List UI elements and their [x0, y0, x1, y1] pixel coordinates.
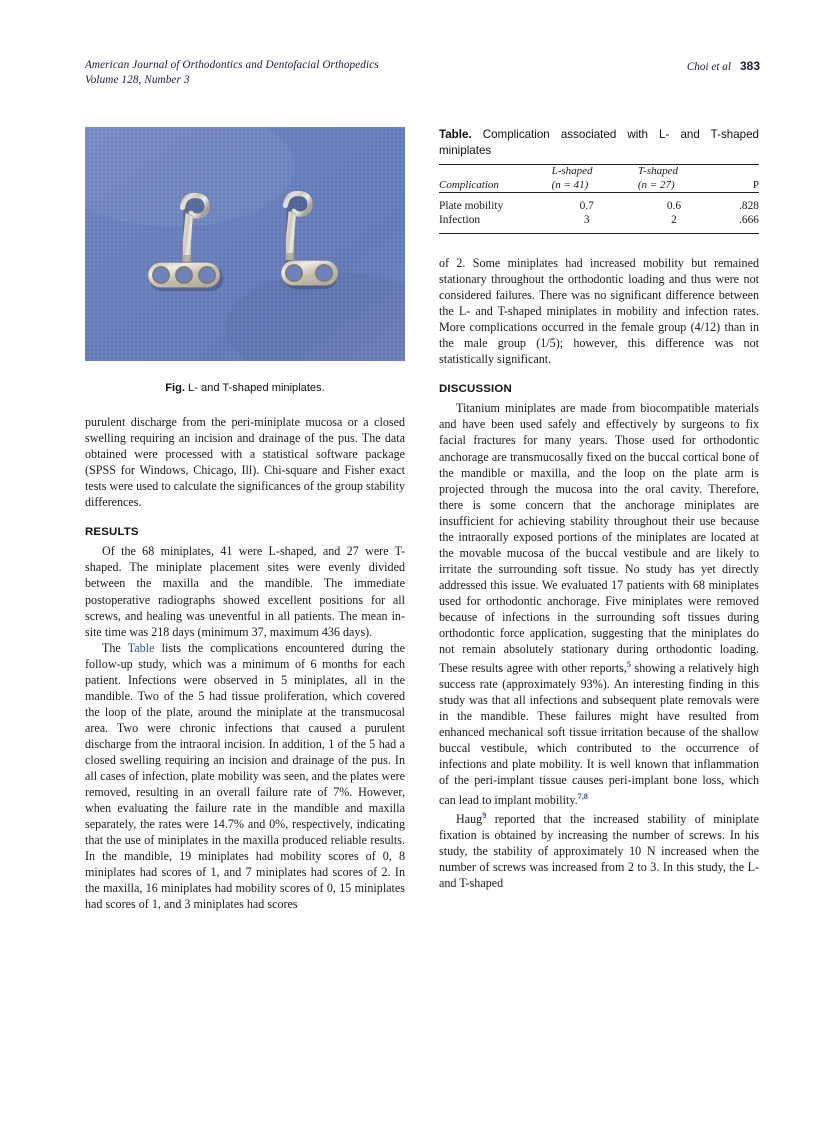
- table-row: [439, 213, 759, 234]
- left-column: [85, 127, 405, 912]
- results-2-post: lists the complications encountered during the follow-up study, which was a minimum of 6 months for each patient. Infections were observed in 5 miniplates, all in the mandible. Two of the 5 had tissue proliferation, which covered the loop of the plate, around the miniplate at the transmucosal area. Two were chronic infections that caused a purulent discharge from the intraoral incision. In addition, 1 of the 5 had a closed swelling requiring an incision and drainage of the pus. In all cases of infection, plate mobility was seen, and the plates were removed, resulting in an overall failure rate of 7%. However, when evaluating the failure rate in the mandible and maxilla separately, the rates were 14.7% and 0%, respectively, indicating that the use of miniplates in the maxilla produced reliable results. In the mandible, 19 miniplates had mobility scores of 0, 8 miniplates had scores of 1, and 7 miniplates had scores of 2. In the maxilla, 16 miniplates had mobility scores of 0, 15 miniplates had scores of 1, and 3 miniplates had scores: [85, 640, 405, 912]
- citation-ref-7-8[interactable]: 7,8: [577, 791, 588, 801]
- paragraph-discussion-2: [439, 808, 759, 891]
- table-col-t-shaped: [628, 165, 714, 193]
- table-header-row: [439, 165, 759, 193]
- running-head-page: [687, 58, 760, 75]
- caption-body-spacer: [85, 396, 405, 414]
- table-title-text: Complication associated with L- and T-shaped miniplates: [439, 128, 759, 157]
- running-head-journal: [85, 58, 379, 87]
- figure-block: [85, 127, 405, 396]
- paragraph-discussion-1: [439, 400, 759, 807]
- col-head-t-shaped: T-shaped: [637, 165, 678, 177]
- cell-p-value: .828: [739, 200, 759, 212]
- cell-complication: Infection: [439, 214, 481, 226]
- discussion-1-part-b: showing a relatively high success rate (approximately 93%). An interesting finding in this study was that all infections and subsequent plate removals were in the mandible. These failures might have resulted from enhanced mechanical soft tissue irritation because of the shallow buccal vestibule, which contributed to the occurrence of infections and plate mobility. It is well known that inflammation of the peri-implant tissue causes peri-implant bone loss, which can lead to implant mobility.: [439, 661, 759, 807]
- citation-ref-9[interactable]: 9: [482, 810, 487, 820]
- page-number: 383: [739, 59, 760, 73]
- journal-volume: Volume 128, Number 3: [85, 73, 190, 86]
- running-head: [85, 58, 760, 87]
- heading-results: RESULTS: [85, 526, 139, 539]
- miniplates-photograph: [85, 127, 405, 361]
- cell-t-shaped: 2: [671, 214, 677, 226]
- heading-discussion: DISCUSSION: [439, 383, 512, 396]
- right-column: [439, 127, 759, 891]
- cell-complication: Plate mobility: [439, 200, 504, 212]
- figure-label: Fig.: [165, 382, 185, 394]
- col-sub-t-shaped: (n = 27): [637, 178, 675, 191]
- table-body-spacer: [439, 234, 759, 255]
- table-crossref-link[interactable]: Table: [127, 640, 155, 655]
- cell-p-value: .666: [739, 214, 759, 226]
- paragraph-methods: purulent discharge from the peri-miniplate mucosa or a closed swelling requiring an incision and drainage of the pus. The data obtained were processed with a statistical software package (SPSS for Windows, Chicago, Ill). Chi-square and Fisher exact tests were used to calculate the significances of the group stability differences.: [85, 415, 405, 510]
- paragraph-results-continued: of 2. Some miniplates had increased mobility but remained stationary throughout the orthodontic loading and thus were not considered failures. There was no significant difference between the L- and T-shaped miniplates in mobility and infection rates. More complications occurred in the female group (4/12) than in the male group (1/5); however, this difference was not statistically significant.: [439, 256, 759, 367]
- table-col-p: [714, 165, 759, 193]
- journal-title: American Journal of Orthodontics and Dentofacial Orthopedics: [85, 59, 379, 71]
- paragraph-results-1: Of the 68 miniplates, 41 were L-shaped, and 27 were T-shaped. The miniplate placement sites were evenly divided between the maxilla and the mandible. The immediate postoperative radiographs showed excellent positions for all screws, and healing was uneventful in all patients. The mean in-site time was 218 days (minimum 37, maximum 436 days).: [85, 544, 405, 639]
- col-sub-l-shaped: (n = 41): [551, 178, 589, 191]
- col-head-complication: Complication: [439, 178, 499, 191]
- cell-l-shaped: 3: [583, 214, 590, 226]
- paragraph-results-2: [85, 640, 405, 913]
- results-2-pre: The: [102, 640, 128, 655]
- cell-l-shaped: 0.7: [579, 200, 594, 212]
- cell-t-shaped: 0.6: [666, 200, 682, 212]
- discussion-2-part-a: Haug: [456, 811, 483, 826]
- discussion-2-part-b: reported that the increased stability of miniplate fixation is obtained by increasing the number of screws. In his study, the stability of approximately 10 N increased when the number of screws was increased from 2 to 3. In this study, the L- and T-shaped: [439, 811, 759, 890]
- complications-table-block: [439, 127, 759, 234]
- col-head-p: P: [752, 178, 759, 191]
- table-caption: [439, 127, 759, 159]
- table-label: Table.: [439, 128, 472, 141]
- running-head-authors: Choi et al: [686, 61, 731, 73]
- col-head-l-shaped: L-shaped: [551, 165, 593, 177]
- citation-ref-5[interactable]: 5: [626, 660, 631, 670]
- table-col-complication: [439, 165, 542, 193]
- figure-caption: [85, 380, 405, 396]
- complications-table: [439, 164, 759, 234]
- table-col-l-shaped: [542, 165, 628, 193]
- discussion-1-part-a: Titanium miniplates are made from biocompatible materials and have been used safely and effectively by surgeons to fix facial fractures for many years. Those used for orthodontic anchorage are transmucosally fixed on the buccal cortical bone of the mandible or maxilla, and the loop on the plate arm is projected through the mucosa into the oral cavity. Therefore, there is some concern that the anchorage miniplates are insufficient for achieving stability throughout their use because the intraorally exposed portions of the miniplates are located at the movable mucosa of the buccal vestibule and are likely to irritate the surrounding soft tissue. No study has yet directly addressed this issue. We evaluated 17 patients with 68 miniplates used for orthodontic anchorage. Five miniplates were removed because of infections in the surrounding soft tissues during orthodontic force application, suggesting that the miniplates do not remain absolutely stationary during orthodontic loading. These results agree with other reports,: [439, 401, 759, 676]
- table-row: [439, 193, 759, 213]
- figure-caption-text: L- and T-shaped miniplates.: [184, 382, 325, 394]
